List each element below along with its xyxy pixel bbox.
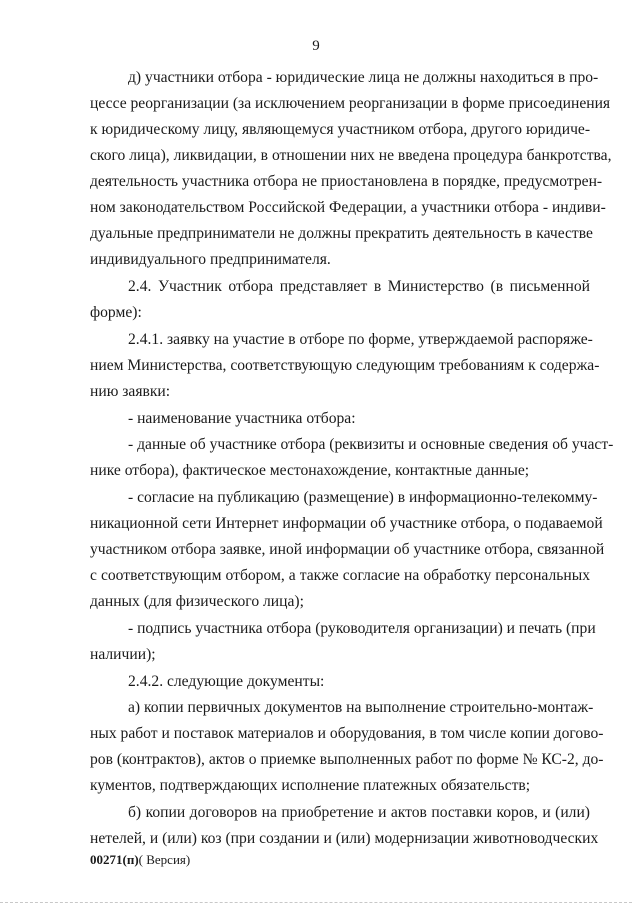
text-line: нетелей, и (или) коз (при создании и (или) модернизации животноводческих: [90, 830, 599, 847]
text-line: нике отбора), фактическое местонахождение, контактные данные;: [90, 462, 530, 479]
text-line: форме):: [90, 304, 142, 321]
text-line: 2.4.1. заявку на участие в отборе по форме, утверждаемой распоряже-: [128, 331, 593, 348]
page-number: 9: [312, 38, 320, 54]
text-line: с соответствующим отбором, а также согласие на обработку персональных: [90, 567, 590, 584]
text-line: - согласие на публикацию (размещение) в информационно-телекомму-: [128, 489, 598, 506]
text-line: индивидуального предпринимателя.: [90, 251, 331, 268]
text-line: ров (контрактов), актов о приемке выполненных работ по форме № КС-2, до-: [90, 751, 604, 768]
text-line: б) копии договоров на приобретение и актов поставки коров, и (или): [128, 804, 590, 821]
text-line: - подпись участника отбора (руководителя организации) и печать (при: [128, 620, 596, 637]
scan-edge-divider: [0, 902, 632, 903]
text-line: ского лица), ликвидации, в отношении них не введена процедура банкротства,: [90, 147, 612, 164]
text-line: к юридическому лицу, являющемуся участником отбора, другого юридиче-: [90, 121, 591, 138]
text-line: д) участники отбора - юридические лица не должны находиться в про-: [128, 69, 599, 86]
text-line: участником отбора заявке, иной информации об участнике отбора, связанной: [90, 541, 605, 558]
text-line: ном законодательством Российской Федерации, а участники отбора - индиви-: [90, 199, 606, 216]
text-line: 2.4.2. следующие документы:: [128, 673, 325, 690]
text-line: нием Министерства, соответствующую следующим требованиям к содержа-: [90, 357, 600, 374]
document-version: ( Версия): [138, 852, 191, 867]
text-line: цессе реорганизации (за исключением реорганизации в форме присоединения: [90, 95, 611, 112]
text-line: 2.4. Участник отбора представляет в Министерство (в письменной: [128, 278, 590, 295]
text-line: нию заявки:: [90, 383, 171, 400]
document-footer: [90, 852, 190, 868]
text-line: - данные об участнике отбора (реквизиты и основные сведения об участ-: [128, 436, 614, 453]
text-line: деятельность участника отбора не приостановлена в порядке, предусмотрен-: [90, 173, 603, 190]
text-line: кументов, подтверждающих исполнение платежных обязательств;: [90, 777, 531, 794]
text-line: - наименование участника отбора:: [128, 410, 356, 427]
text-line: наличии);: [90, 646, 156, 663]
text-line: дуальные предприниматели не должны прекратить деятельность в качестве: [90, 225, 593, 242]
text-line: ных работ и поставок материалов и оборудования, в том числе копии догово-: [90, 725, 604, 742]
document-code: 00271(п): [90, 852, 139, 867]
text-line: никационной сети Интернет информации об участнике отбора, о подаваемой: [90, 515, 603, 532]
text-line: а) копии первичных документов на выполнение строительно-монтаж-: [128, 699, 594, 716]
text-line: данных (для физического лица);: [90, 593, 304, 610]
